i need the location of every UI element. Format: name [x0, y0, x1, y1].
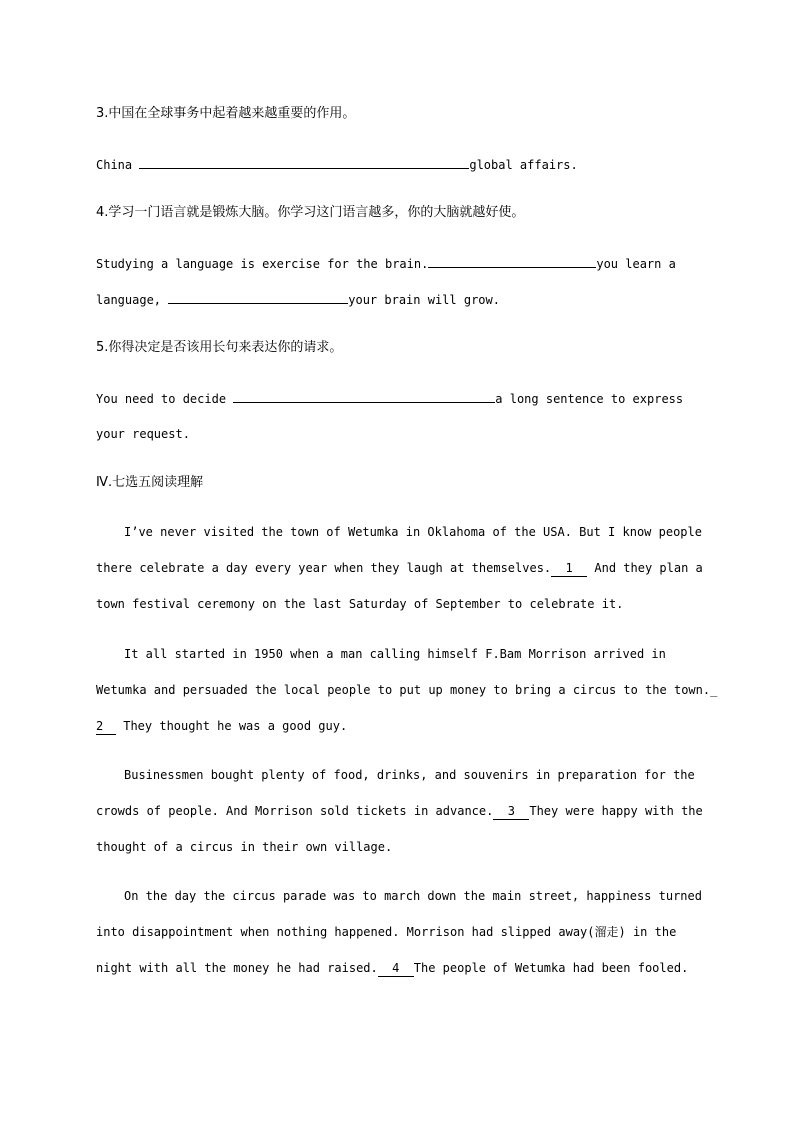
passage-p3-line3: thought of a circus in their own village. [96, 840, 393, 854]
q3-answer-blank[interactable] [139, 156, 469, 169]
q4-answer-blank-2[interactable] [168, 291, 348, 304]
blank-4[interactable]: 4 [378, 960, 414, 977]
passage-p2-line2: Wetumka and persuaded the local people to put up money to bring a circus to the town._ [96, 683, 718, 697]
q4-line1 [96, 255, 676, 272]
q3-sentence [96, 156, 578, 173]
passage-p1-line2-start: there celebrate a day every year when they laugh at themselves. [96, 561, 552, 575]
blank-1[interactable]: 1 [551, 560, 587, 577]
q3-sentence-start: China [96, 158, 140, 172]
q3-prompt: 3.中国在全球事务中起着越来越重要的作用。 [96, 106, 356, 121]
q5-prompt: 5.你得决定是否该用长句来表达你的请求。 [96, 340, 343, 355]
q5-answer-blank[interactable] [233, 390, 495, 403]
blank-2[interactable]: 2 [96, 718, 116, 735]
passage-p1-line2 [96, 560, 703, 577]
passage-p3-line2-start: crowds of people. And Morrison sold tickets in advance. [96, 804, 494, 818]
q5-line1-end: a long sentence to express [495, 392, 684, 406]
passage-p4-line3-start: night with all the money he had raised. [96, 961, 378, 975]
passage-p4-line2: into disappointment when nothing happened. Morrison had slipped away(溜走) in the [96, 925, 677, 939]
q3-sentence-end: global affairs. [469, 158, 578, 172]
q5-line1-start: You need to decide [96, 392, 234, 406]
passage-p4-line1: On the day the circus parade was to march down the main street, happiness turned [124, 889, 702, 903]
passage-p1-line3: town festival ceremony on the last Saturday of September to celebrate it. [96, 597, 624, 611]
passage-p2-line3-end: They thought he was a good guy. [116, 719, 348, 733]
q4-line2 [96, 291, 500, 308]
passage-p3-line1: Businessmen bought plenty of food, drinks, and souvenirs in preparation for the [124, 768, 695, 782]
passage-p4-line3 [96, 960, 688, 977]
q4-line2-start: language, [96, 293, 169, 307]
q5-line1 [96, 390, 683, 407]
passage-p2-line3 [96, 718, 347, 735]
section-heading: Ⅳ.七选五阅读理解 [96, 475, 204, 490]
q4-answer-blank-1[interactable] [428, 255, 596, 268]
q4-line2-end: your brain will grow. [348, 293, 500, 307]
q5-line2: your request. [96, 427, 190, 441]
passage-p1-line1: I’ve never visited the town of Wetumka in Oklahoma of the USA. But I know people [124, 525, 702, 539]
blank-3[interactable]: 3 [493, 803, 529, 820]
passage-p2-line1: It all started in 1950 when a man calling himself F.Bam Morrison arrived in [124, 647, 666, 661]
passage-p1-line2-end: And they plan a [587, 561, 703, 575]
q4-prompt: 4.学习一门语言就是锻炼大脑。你学习这门语言越多，你的大脑就越好使。 [96, 205, 525, 220]
passage-p3-line2 [96, 803, 703, 820]
passage-p3-line2-end: They were happy with the [529, 804, 703, 818]
passage-p4-line3-end: The people of Wetumka had been fooled. [413, 961, 689, 975]
q4-line1-start: Studying a language is exercise for the brain. [96, 257, 429, 271]
q4-line1-end: you learn a [596, 257, 676, 271]
